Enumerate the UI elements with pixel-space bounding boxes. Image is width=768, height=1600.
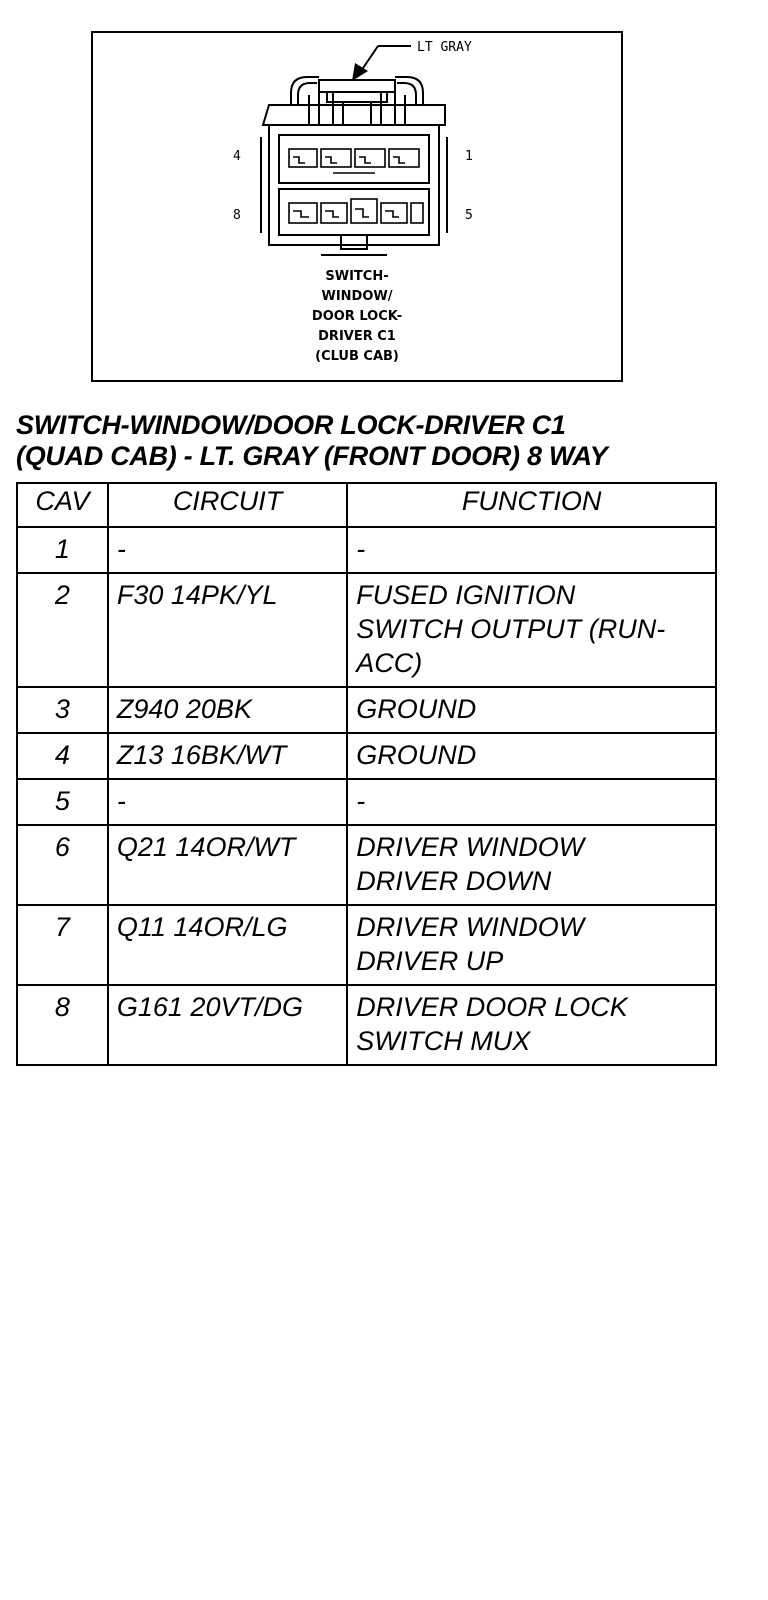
function-cell: [347, 779, 716, 825]
circuit-cell: G161 20VT/DG: [108, 985, 347, 1065]
function-cell: [347, 573, 716, 687]
circuit-cell: Z13 16BK/WT: [108, 733, 347, 779]
pin-label-8: 8: [233, 208, 241, 223]
upper-cavity-row: [289, 149, 419, 173]
cav-cell: 6: [17, 825, 108, 905]
function-line: -: [356, 534, 366, 564]
function-line: DRIVER DOWN: [356, 866, 552, 896]
function-line: ACC): [356, 648, 423, 678]
header-function: FUNCTION: [347, 483, 716, 527]
function-line: GROUND: [356, 740, 477, 770]
cav-cell: 5: [17, 779, 108, 825]
function-line: GROUND: [356, 694, 477, 724]
table-header-row: [17, 483, 716, 527]
function-cell: [347, 985, 716, 1065]
cav-cell: 3: [17, 687, 108, 733]
cav-cell: 4: [17, 733, 108, 779]
function-cell: [347, 825, 716, 905]
function-line: SWITCH OUTPUT (RUN-: [356, 614, 666, 644]
table-row: [17, 825, 716, 905]
caption-line: DOOR LOCK-: [311, 309, 403, 324]
caption-line: (CLUB CAB): [315, 349, 399, 364]
circuit-cell: Q11 14OR/LG: [108, 905, 347, 985]
title-line-1: SWITCH-WINDOW/DOOR LOCK-DRIVER C1: [16, 410, 566, 440]
table-row: [17, 905, 716, 985]
table-row: [17, 985, 716, 1065]
circuit-cell: Z940 20BK: [108, 687, 347, 733]
cav-cell: 1: [17, 527, 108, 573]
function-cell: [347, 733, 716, 779]
function-line: -: [356, 786, 366, 816]
pin-label-5: 5: [465, 208, 473, 223]
cav-cell: 7: [17, 905, 108, 985]
table-row: [17, 779, 716, 825]
table-row: [17, 687, 716, 733]
circuit-cell: F30 14PK/YL: [108, 573, 347, 687]
function-line: DRIVER WINDOW: [356, 832, 585, 862]
pinout-table: [16, 482, 717, 1066]
table-row: [17, 733, 716, 779]
pin-label-1: 1: [465, 149, 473, 164]
table-row: [17, 527, 716, 573]
circuit-cell: -: [108, 527, 347, 573]
function-line: FUSED IGNITION: [356, 580, 576, 610]
function-line: DRIVER WINDOW: [356, 912, 585, 942]
pin-label-4: 4: [233, 149, 241, 164]
caption-line: DRIVER C1: [318, 329, 396, 344]
circuit-cell: Q21 14OR/WT: [108, 825, 347, 905]
table-row: [17, 573, 716, 687]
circuit-cell: -: [108, 779, 347, 825]
connector-diagram: [91, 31, 623, 382]
function-line: SWITCH MUX: [356, 1026, 531, 1056]
color-callout-label: LT GRAY: [417, 40, 472, 55]
color-callout-arrow: [352, 46, 411, 81]
function-cell: [347, 687, 716, 733]
lower-cavity-row: [289, 199, 423, 223]
header-circuit: CIRCUIT: [108, 483, 347, 527]
title-line-2: (QUAD CAB) - LT. GRAY (FRONT DOOR) 8 WAY: [16, 441, 608, 471]
cav-cell: 2: [17, 573, 108, 687]
connector-caption: [93, 267, 621, 367]
function-cell: [347, 527, 716, 573]
function-line: DRIVER UP: [356, 946, 504, 976]
function-line: DRIVER DOOR LOCK: [356, 992, 628, 1022]
function-cell: [347, 905, 716, 985]
header-cav: CAV: [17, 483, 108, 527]
connector-title: [16, 410, 756, 472]
connector-body: [261, 105, 447, 255]
cav-cell: 8: [17, 985, 108, 1065]
caption-line: WINDOW/: [321, 289, 393, 304]
caption-line: SWITCH-: [325, 269, 389, 284]
connector-latch: [291, 77, 423, 125]
